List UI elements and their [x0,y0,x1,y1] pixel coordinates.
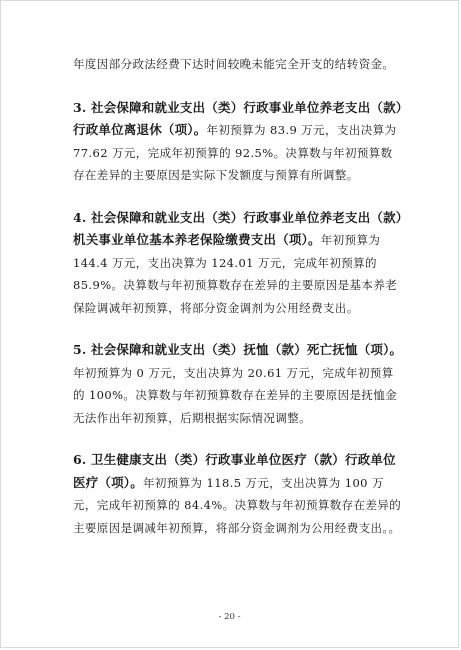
section-body: 年初预算为 144.4 万元，支出决算为 124.01 万元，完成年初预算的 85.9%。决算数与年初预算数存在差异的主要原因是基本养老保险调减年初预算，将部分资金调剂为公用经费支出。 [73,233,398,315]
section-body: 年初预算为 118.5 万元，支出决算为 100 万元，完成年初预算的 84.4%。决算数与年初预算数存在差异的主要原因是调减年初预算，将部分资金调剂为公用经费支出。。 [73,475,402,535]
section-title: 5. 社会保障和就业支出（类）抚恤（款）死亡抚恤（项）。 [73,342,403,357]
page-content [73,53,403,559]
page-number: - 20 - [218,612,241,622]
section-item-5 [73,339,403,429]
section-title: 4. 社会保障和就业支出（类）行政事业单位养老支出（款）机关事业单位基本养老保险缴费支出（项）。 [73,209,403,247]
section-item-4 [73,207,403,320]
section-title: 3. 社会保障和就业支出（类）行政事业单位养老支出（款）行政单位离退休（项）。 [73,99,403,137]
section-item-6 [73,449,403,539]
section-body: 年初预算为 83.9 万元，支出决算为 77.62 万元，完成年初预算的 92.5%。决算数与年初预算数存在差异的主要原因是实际下发额度与预算有所调整。 [73,123,397,182]
section-title: 6. 卫生健康支出（类）行政事业单位医疗（款）行政单位医疗（项）。 [73,452,396,490]
intro-paragraph: 年度因部分政法经费下达时间较晚未能完全开支的结转资金。 [73,57,395,71]
section-item-3 [73,97,403,187]
section-body: 年初预算为 0 万元，支出决算为 20.61 万元，完成年初预算的 100%。决算数与年初预算数存在差异的主要原因是抚恤金无法作出年初预算，后期根据实际情况调整。 [73,365,398,425]
